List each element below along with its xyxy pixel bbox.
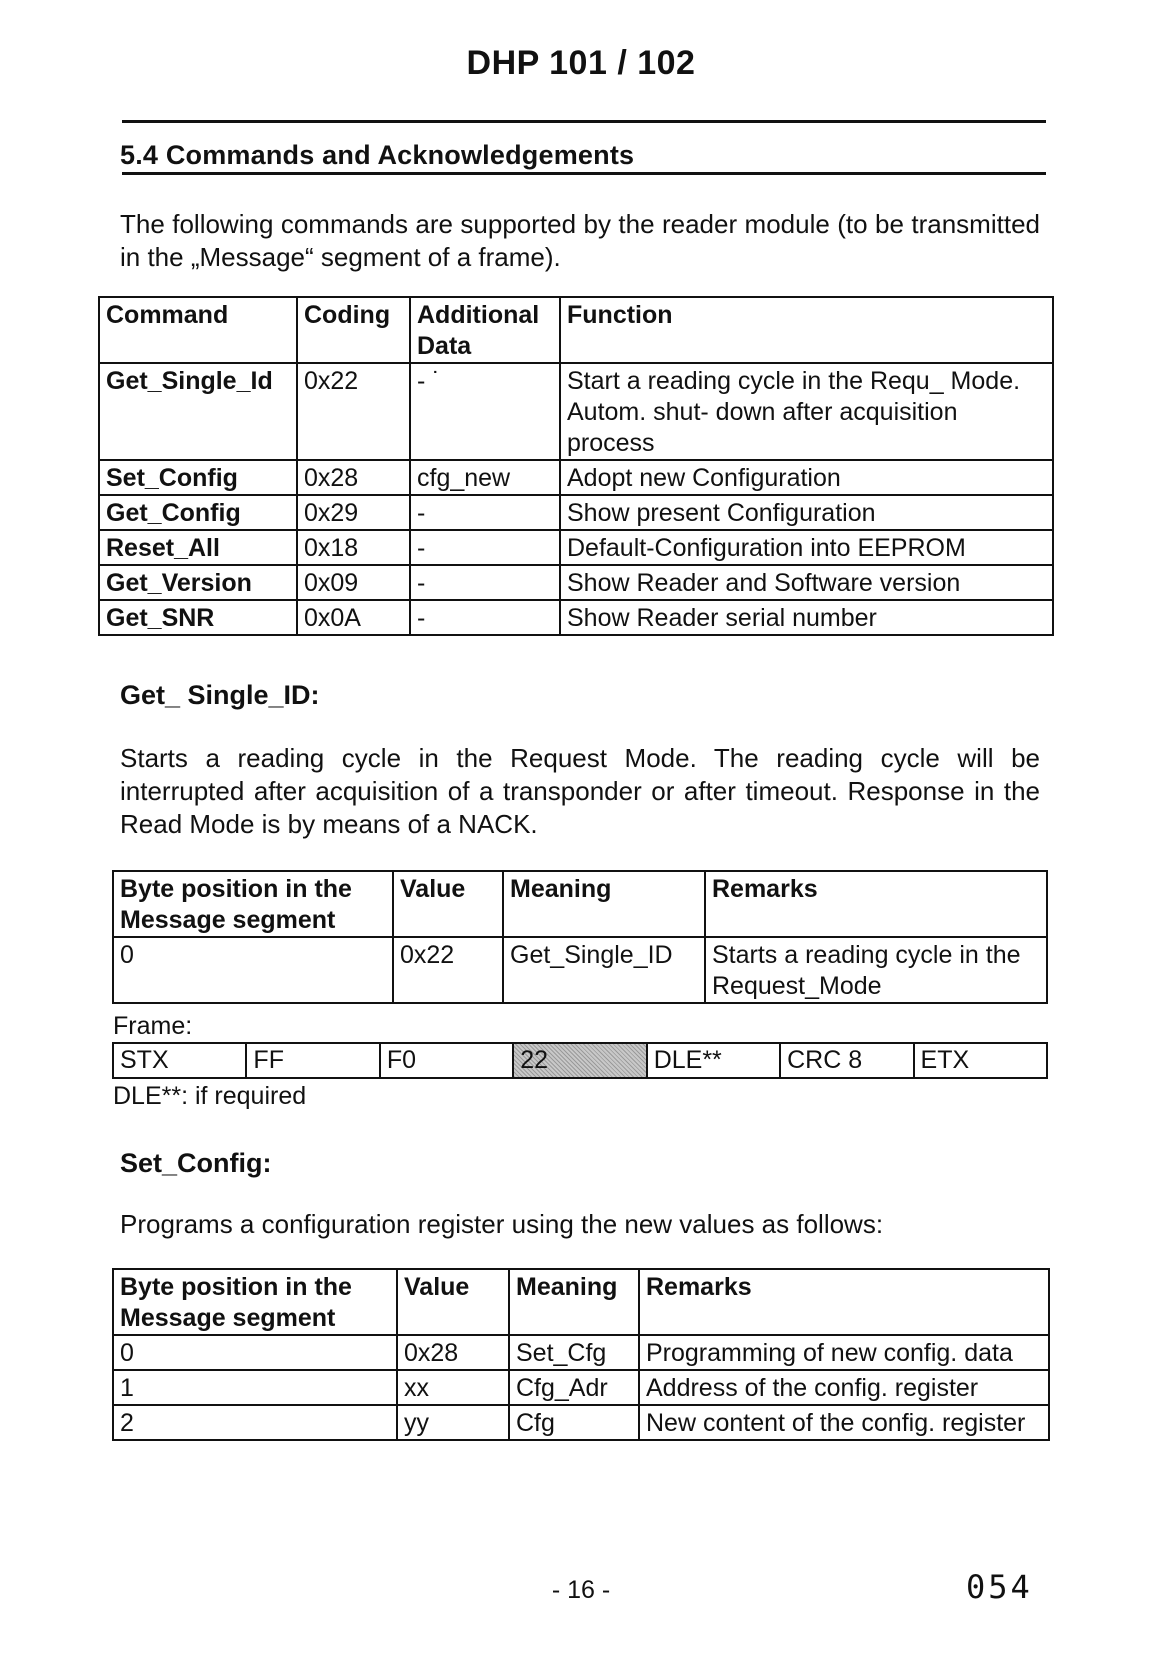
col-byte-position-header: Byte position in the Message segment bbox=[113, 871, 393, 937]
value-cell: 0x28 bbox=[397, 1335, 509, 1370]
coding-cell: 0x28 bbox=[297, 460, 410, 495]
byte-cell: 0 bbox=[113, 937, 393, 1003]
col-value-header: Value bbox=[393, 871, 503, 937]
page-number: - 16 - bbox=[551, 1576, 611, 1604]
command-cell: Get_Config bbox=[99, 495, 297, 530]
col-additional-data-header: Additional Data bbox=[410, 297, 560, 363]
table-row bbox=[113, 937, 1047, 1003]
commands-table-header bbox=[99, 297, 1053, 363]
data-cell: - bbox=[410, 600, 560, 635]
value-cell: yy bbox=[397, 1405, 509, 1440]
set-config-table-header bbox=[113, 1269, 1049, 1335]
frame-cell-etx: ETX bbox=[914, 1043, 1047, 1078]
table-row bbox=[113, 1370, 1049, 1405]
data-cell: - bbox=[410, 495, 560, 530]
frame-cell-dle: DLE** bbox=[647, 1043, 780, 1078]
page-stamp: 054 bbox=[966, 1568, 1033, 1606]
page-header-title: DHP 101 / 102 bbox=[466, 44, 696, 82]
frame-cell-crc: CRC 8 bbox=[780, 1043, 913, 1078]
function-cell: Show present Configuration bbox=[560, 495, 1053, 530]
data-cell: cfg_new bbox=[410, 460, 560, 495]
meaning-cell: Set_Cfg bbox=[509, 1335, 639, 1370]
col-meaning-header: Meaning bbox=[509, 1269, 639, 1335]
coding-cell: 0x0A bbox=[297, 600, 410, 635]
data-cell: - bbox=[410, 530, 560, 565]
command-cell: Reset_All bbox=[99, 530, 297, 565]
header-rule-top bbox=[122, 120, 1046, 123]
table-row bbox=[99, 600, 1053, 635]
function-cell: Start a reading cycle in the Requ_ Mode. Autom. shut- down after acquisition process bbox=[560, 363, 1053, 460]
table-row bbox=[113, 1405, 1049, 1440]
intro-paragraph: The following commands are supported by the reader module (to be transmitted in the „Message“ segment of a frame). bbox=[120, 209, 1040, 272]
byte-cell: 1 bbox=[113, 1370, 397, 1405]
get-single-id-description: Starts a reading cycle in the Request Mode. The reading cycle will be interrupted after acquisition of a transponder or after timeout. Response in the Read Mode is by means of a NACK. bbox=[120, 743, 1040, 839]
function-cell: Default-Configuration into EEPROM bbox=[560, 530, 1053, 565]
coding-cell: 0x29 bbox=[297, 495, 410, 530]
data-cell: - bbox=[410, 565, 560, 600]
command-cell: Set_Config bbox=[99, 460, 297, 495]
col-coding-header: Coding bbox=[297, 297, 410, 363]
coding-cell: 0x18 bbox=[297, 530, 410, 565]
get-single-id-table bbox=[112, 870, 1048, 1004]
col-byte-position-header: Byte position in the Message segment bbox=[113, 1269, 397, 1335]
frame-row bbox=[113, 1043, 1047, 1078]
frame-cell-stx: STX bbox=[113, 1043, 246, 1078]
value-cell: 0x22 bbox=[393, 937, 503, 1003]
frame-cell-ff: FF bbox=[246, 1043, 379, 1078]
table-row bbox=[99, 495, 1053, 530]
col-meaning-header: Meaning bbox=[503, 871, 705, 937]
col-remarks-header: Remarks bbox=[705, 871, 1047, 937]
set-config-description: Programs a configuration register using the new values as follows: bbox=[120, 1209, 884, 1239]
meaning-cell: Cfg bbox=[509, 1405, 639, 1440]
set-config-table bbox=[112, 1268, 1050, 1441]
coding-cell: 0x22 bbox=[297, 363, 410, 460]
table-row bbox=[99, 565, 1053, 600]
frame-note: DLE**: if required bbox=[113, 1082, 307, 1110]
col-remarks-header: Remarks bbox=[639, 1269, 1049, 1335]
command-cell: Get_SNR bbox=[99, 600, 297, 635]
value-cell: xx bbox=[397, 1370, 509, 1405]
remarks-cell: New content of the config. register bbox=[639, 1405, 1049, 1440]
section-title: 5.4 Commands and Acknowledgements bbox=[120, 140, 635, 170]
function-cell: Show Reader and Software version bbox=[560, 565, 1053, 600]
command-cell: Get_Version bbox=[99, 565, 297, 600]
function-cell: Show Reader serial number bbox=[560, 600, 1053, 635]
remarks-cell: Address of the config. register bbox=[639, 1370, 1049, 1405]
remarks-cell: Starts a reading cycle in the Request_Mode bbox=[705, 937, 1047, 1003]
byte-cell: 2 bbox=[113, 1405, 397, 1440]
remarks-cell: Programming of new config. data bbox=[639, 1335, 1049, 1370]
byte-cell: 0 bbox=[113, 1335, 397, 1370]
command-cell: Get_Single_Id bbox=[99, 363, 297, 460]
set-config-heading: Set_Config: bbox=[120, 1148, 272, 1178]
frame-cell-message: 22 bbox=[513, 1043, 646, 1078]
frame-table bbox=[112, 1042, 1048, 1079]
table-row bbox=[99, 530, 1053, 565]
frame-label: Frame: bbox=[113, 1012, 193, 1040]
commands-table bbox=[98, 296, 1054, 636]
col-command-header: Command bbox=[99, 297, 297, 363]
coding-cell: 0x09 bbox=[297, 565, 410, 600]
table-row bbox=[99, 460, 1053, 495]
frame-cell-f0: F0 bbox=[380, 1043, 513, 1078]
header-rule-bottom bbox=[122, 172, 1046, 175]
col-function-header: Function bbox=[560, 297, 1053, 363]
table-row bbox=[113, 1335, 1049, 1370]
get-single-id-table-header bbox=[113, 871, 1047, 937]
get-single-id-heading: Get_ Single_ID: bbox=[120, 680, 320, 710]
table-row bbox=[99, 363, 1053, 460]
meaning-cell: Get_Single_ID bbox=[503, 937, 705, 1003]
col-value-header: Value bbox=[397, 1269, 509, 1335]
meaning-cell: Cfg_Adr bbox=[509, 1370, 639, 1405]
function-cell: Adopt new Configuration bbox=[560, 460, 1053, 495]
data-cell: - ˙ bbox=[410, 363, 560, 460]
